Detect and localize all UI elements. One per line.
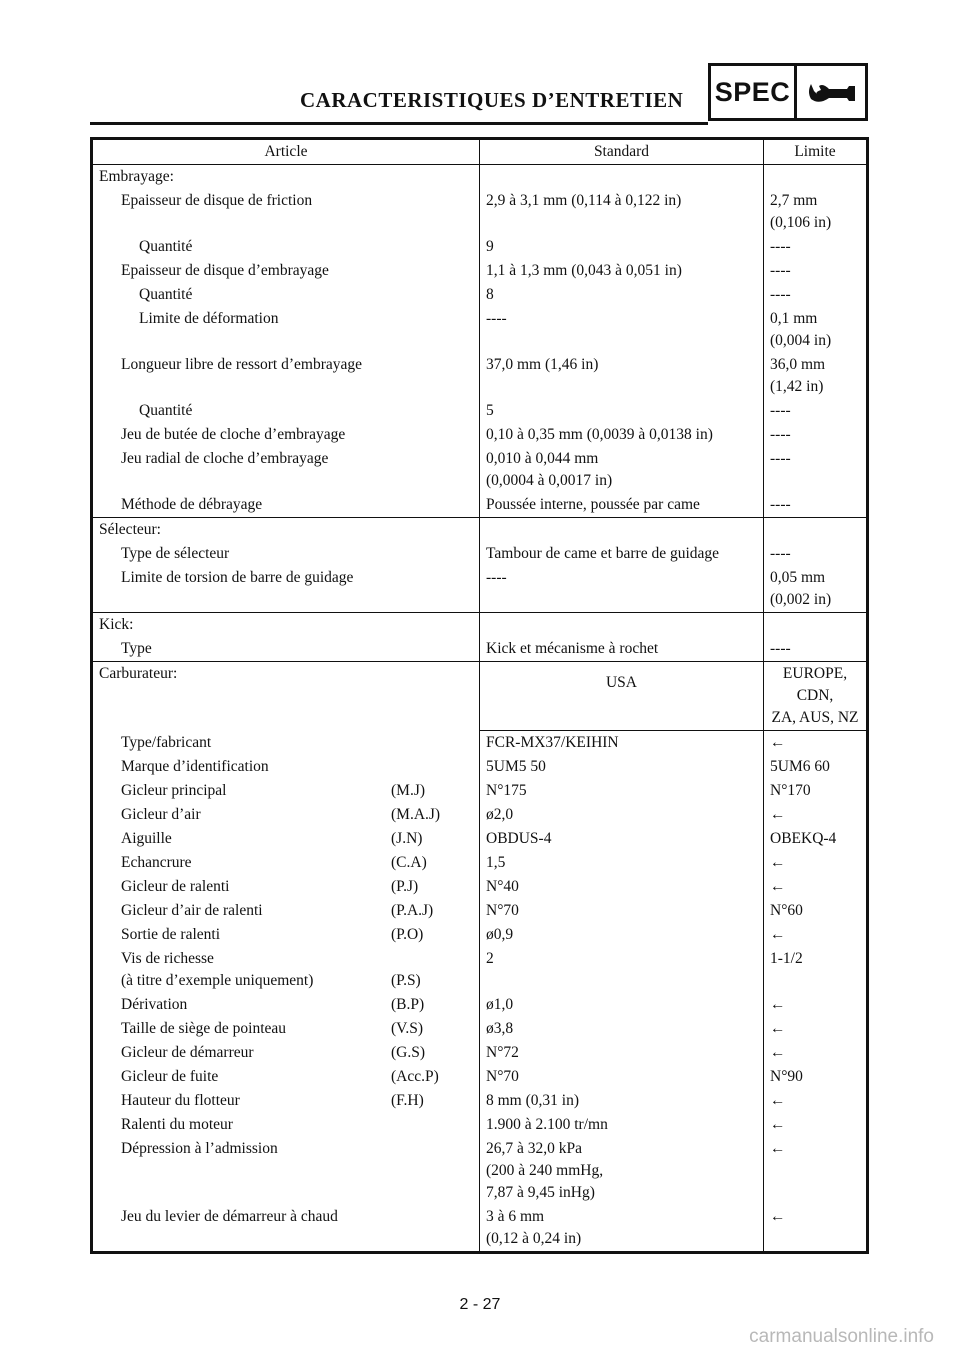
row-other: N°90 — [764, 1065, 868, 1089]
table-row — [92, 993, 868, 1017]
table-row — [92, 1137, 868, 1205]
table-row — [92, 235, 868, 259]
item-line: (à titre d’exemple uniquement) — [121, 972, 314, 989]
row-item — [92, 1113, 480, 1137]
col-header-other-line: EUROPE, CDN, — [782, 665, 848, 704]
row-item: Type — [92, 637, 480, 662]
item-line: Taille de siège de pointeau — [121, 1020, 287, 1037]
row-standard: 8 — [480, 283, 764, 307]
usa-line: 3 à 6 mm — [486, 1208, 545, 1225]
table-header-row — [92, 139, 868, 165]
usa-line: 8 mm (0,31 in) — [486, 1092, 579, 1109]
row-code: (M.A.J) — [391, 806, 441, 823]
row-other: ← — [764, 1089, 868, 1113]
item-line: Ralenti du moteur — [121, 1116, 233, 1133]
row-other: ← — [764, 803, 868, 827]
row-item — [92, 1089, 480, 1113]
item-line: Dérivation — [121, 996, 188, 1013]
usa-line: ø0,9 — [486, 926, 514, 943]
row-code: (P.O) — [391, 926, 424, 943]
standard-line: 0,010 à 0,044 mm — [486, 450, 599, 467]
row-usa — [480, 779, 764, 803]
row-item: Epaisseur de disque d’embrayage — [121, 262, 329, 279]
row-standard: 37,0 mm (1,46 in) — [480, 353, 764, 399]
page-number: 2 - 27 — [459, 1296, 501, 1313]
section-title-clutch: Embrayage: — [99, 168, 174, 185]
row-other: N°60 — [764, 899, 868, 923]
row-item — [92, 899, 480, 923]
col-header-usa: USA — [480, 662, 764, 731]
col-header-other-line: ZA, AUS, NZ — [771, 709, 859, 726]
usa-line: ø2,0 — [486, 806, 514, 823]
row-item — [92, 827, 480, 851]
row-usa — [480, 1089, 764, 1113]
usa-line: ø3,8 — [486, 1020, 514, 1037]
row-item — [92, 947, 480, 993]
table-row — [92, 875, 868, 899]
row-limit: ---- — [764, 235, 868, 259]
row-code: (M.J) — [391, 782, 426, 799]
row-usa — [480, 851, 764, 875]
watermark: carmanualsonline.info — [749, 1326, 934, 1347]
row-other: ← — [764, 1137, 868, 1205]
row-code: (G.S) — [391, 1044, 426, 1061]
item-line: Gicleur principal — [121, 782, 227, 799]
limit-line: 0,05 mm — [770, 569, 826, 586]
spec-table — [90, 137, 869, 1254]
row-other: ← — [764, 851, 868, 875]
row-limit — [764, 307, 868, 353]
col-header-article: Article — [92, 139, 480, 165]
limit-line: 0,1 mm — [770, 310, 818, 327]
row-limit: ---- — [764, 637, 868, 662]
table-row — [92, 189, 868, 235]
standard-line: (0,0004 à 0,0017 in) — [486, 472, 613, 489]
usa-line: 1.900 à 2.100 tr/mn — [486, 1116, 608, 1133]
table-row — [92, 827, 868, 851]
row-limit — [764, 566, 868, 613]
item-line: Vis de richesse — [121, 950, 214, 967]
row-item: Limite de torsion de barre de guidage — [92, 566, 480, 613]
table-row — [92, 851, 868, 875]
row-item — [92, 1065, 480, 1089]
table-row — [92, 803, 868, 827]
section-title-kick: Kick: — [99, 616, 134, 633]
row-limit: ---- — [764, 493, 868, 518]
row-standard: 2,9 à 3,1 mm (0,114 à 0,122 in) — [480, 189, 764, 235]
row-standard: Poussée interne, poussée par came — [480, 493, 764, 518]
spec-badge — [708, 63, 868, 121]
row-item — [92, 993, 480, 1017]
row-limit: ---- — [764, 447, 868, 493]
row-code: (V.S) — [391, 1020, 424, 1037]
col-header-other — [764, 662, 868, 731]
row-other: 5UM6 60 — [764, 755, 868, 779]
row-standard: 5 — [480, 399, 764, 423]
row-other: ← — [764, 1017, 868, 1041]
section-title-row — [92, 165, 868, 190]
row-usa — [480, 1041, 764, 1065]
row-other: ← — [764, 1041, 868, 1065]
row-other: OBEKQ-4 — [764, 827, 868, 851]
row-item: Limite de déformation — [139, 310, 279, 327]
usa-line: FCR-MX37/KEIHIN — [486, 734, 619, 751]
row-standard: ---- — [480, 566, 764, 613]
row-standard: ---- — [480, 307, 764, 353]
wrench-icon — [797, 66, 865, 118]
row-item: Quantité — [139, 402, 193, 419]
row-item — [92, 1017, 480, 1041]
table-row — [92, 1089, 868, 1113]
limit-line: 36,0 mm — [770, 356, 826, 373]
row-code: (F.H) — [391, 1092, 424, 1109]
row-limit — [764, 353, 868, 399]
table-row — [92, 923, 868, 947]
table-row — [92, 353, 868, 399]
section-title-shifter: Sélecteur: — [99, 521, 161, 538]
row-code: (J.N) — [391, 830, 423, 847]
table-row — [92, 542, 868, 566]
row-code: (P.S) — [391, 972, 421, 989]
limit-line: (0,004 in) — [770, 332, 832, 349]
row-usa — [480, 1065, 764, 1089]
row-item: Quantité — [139, 286, 193, 303]
row-standard: 9 — [480, 235, 764, 259]
table-row — [92, 947, 868, 993]
item-line: Marque d’identification — [121, 758, 269, 775]
usa-line: N°70 — [486, 1068, 519, 1085]
row-usa — [480, 731, 764, 756]
row-code: (P.J) — [391, 878, 419, 895]
usa-line: (0,12 à 0,24 in) — [486, 1230, 582, 1247]
row-code: (Acc.P) — [391, 1068, 439, 1085]
row-usa — [480, 993, 764, 1017]
usa-line: 2 — [486, 950, 494, 967]
table-row — [92, 731, 868, 756]
row-item: Méthode de débrayage — [92, 493, 480, 518]
row-usa — [480, 899, 764, 923]
section-title-row — [92, 662, 868, 731]
row-usa — [480, 947, 764, 993]
row-item — [92, 1205, 480, 1253]
row-item: Jeu radial de cloche d’embrayage — [121, 450, 329, 467]
row-limit: ---- — [764, 399, 868, 423]
carburetor-rows — [92, 731, 868, 1253]
row-other: ← — [764, 923, 868, 947]
row-standard: Tambour de came et barre de guidage — [480, 542, 764, 566]
row-standard: 0,10 à 0,35 mm (0,0039 à 0,0138 in) — [480, 423, 764, 447]
row-usa — [480, 1205, 764, 1253]
row-other: ← — [764, 731, 868, 756]
row-standard — [480, 447, 764, 493]
usa-line: 5UM5 50 — [486, 758, 546, 775]
row-usa — [480, 875, 764, 899]
row-item: Jeu de butée de cloche d’embrayage — [121, 426, 346, 443]
row-other: ← — [764, 1113, 868, 1137]
row-item — [92, 875, 480, 899]
item-line: Sortie de ralenti — [121, 926, 220, 943]
item-line: Gicleur de ralenti — [121, 878, 230, 895]
table-row — [92, 283, 868, 307]
row-usa — [480, 1113, 764, 1137]
item-line: Dépression à l’admission — [121, 1140, 278, 1157]
usa-line: 1,5 — [486, 854, 506, 871]
row-code: (B.P) — [391, 996, 425, 1013]
item-line: Gicleur de fuite — [121, 1068, 219, 1085]
usa-line: N°40 — [486, 878, 519, 895]
usa-line: 26,7 à 32,0 kPa — [486, 1140, 583, 1157]
row-limit: ---- — [764, 283, 868, 307]
row-other: 1-1/2 — [764, 947, 868, 993]
row-item — [92, 851, 480, 875]
row-item: Type de sélecteur — [121, 545, 230, 562]
item-line: Jeu du levier de démarreur à chaud — [121, 1208, 338, 1225]
row-usa — [480, 923, 764, 947]
row-other: ← — [764, 993, 868, 1017]
row-item: Longueur libre de ressort d’embrayage — [121, 356, 363, 373]
usa-line: N°175 — [486, 782, 527, 799]
table-row — [92, 1041, 868, 1065]
row-item — [92, 1041, 480, 1065]
table-row — [92, 637, 868, 662]
row-standard: 1,1 à 1,3 mm (0,043 à 0,051 in) — [480, 259, 764, 283]
row-item — [92, 755, 480, 779]
col-header-limit: Limite — [764, 139, 868, 165]
limit-line: 2,7 mm — [770, 192, 818, 209]
row-item — [92, 731, 480, 756]
row-usa — [480, 827, 764, 851]
row-item: Epaisseur de disque de friction — [121, 192, 313, 209]
row-usa — [480, 803, 764, 827]
table-row — [92, 307, 868, 353]
row-usa — [480, 1137, 764, 1205]
table-row — [92, 899, 868, 923]
usa-line: (200 à 240 mmHg, — [486, 1162, 604, 1179]
spec-label: SPEC — [711, 66, 797, 118]
usa-line: ø1,0 — [486, 996, 514, 1013]
row-item — [92, 803, 480, 827]
page-title: CARACTERISTIQUES D’ENTRETIEN — [300, 88, 684, 112]
section-title-carburetor: Carburateur: — [99, 665, 178, 682]
section-title-row — [92, 613, 868, 638]
row-limit: ---- — [764, 542, 868, 566]
item-line: Gicleur d’air de ralenti — [121, 902, 263, 919]
row-item — [92, 923, 480, 947]
row-other: N°170 — [764, 779, 868, 803]
item-line: Echancrure — [121, 854, 192, 871]
usa-line: OBDUS-4 — [486, 830, 552, 847]
item-line: Type/fabricant — [121, 733, 212, 751]
limit-line: (0,106 in) — [770, 214, 832, 231]
usa-line: N°72 — [486, 1044, 519, 1061]
table-row — [92, 1113, 868, 1137]
row-item — [92, 1137, 480, 1205]
row-item: Quantité — [139, 238, 193, 255]
row-code: (C.A) — [391, 854, 427, 871]
table-row — [92, 399, 868, 423]
section-title-row — [92, 518, 868, 543]
item-line: Gicleur de démarreur — [121, 1044, 254, 1061]
limit-line: (0,002 in) — [770, 591, 832, 608]
row-other: ← — [764, 875, 868, 899]
row-usa — [480, 755, 764, 779]
row-item — [92, 779, 480, 803]
row-limit — [764, 189, 868, 235]
row-other: ← — [764, 1205, 868, 1253]
table-row — [92, 259, 868, 283]
item-line: Aiguille — [121, 830, 172, 847]
table-row — [92, 779, 868, 803]
row-standard: Kick et mécanisme à rochet — [480, 637, 764, 662]
table-row — [92, 447, 868, 493]
table-row — [92, 493, 868, 518]
table-row — [92, 566, 868, 613]
limit-line: (1,42 in) — [770, 378, 824, 395]
header-rule — [90, 122, 708, 125]
table-row — [92, 755, 868, 779]
table-row — [92, 1017, 868, 1041]
table-row — [92, 1205, 868, 1253]
row-usa — [480, 1017, 764, 1041]
item-line: Gicleur d’air — [121, 806, 201, 823]
item-line: Hauteur du flotteur — [121, 1092, 240, 1109]
row-code: (P.A.J) — [391, 902, 434, 919]
usa-line: N°70 — [486, 902, 519, 919]
table-row — [92, 1065, 868, 1089]
row-limit: ---- — [764, 423, 868, 447]
col-header-standard: Standard — [480, 139, 764, 165]
row-limit: ---- — [764, 259, 868, 283]
table-row — [92, 423, 868, 447]
usa-line: 7,87 à 9,45 inHg) — [486, 1184, 595, 1201]
